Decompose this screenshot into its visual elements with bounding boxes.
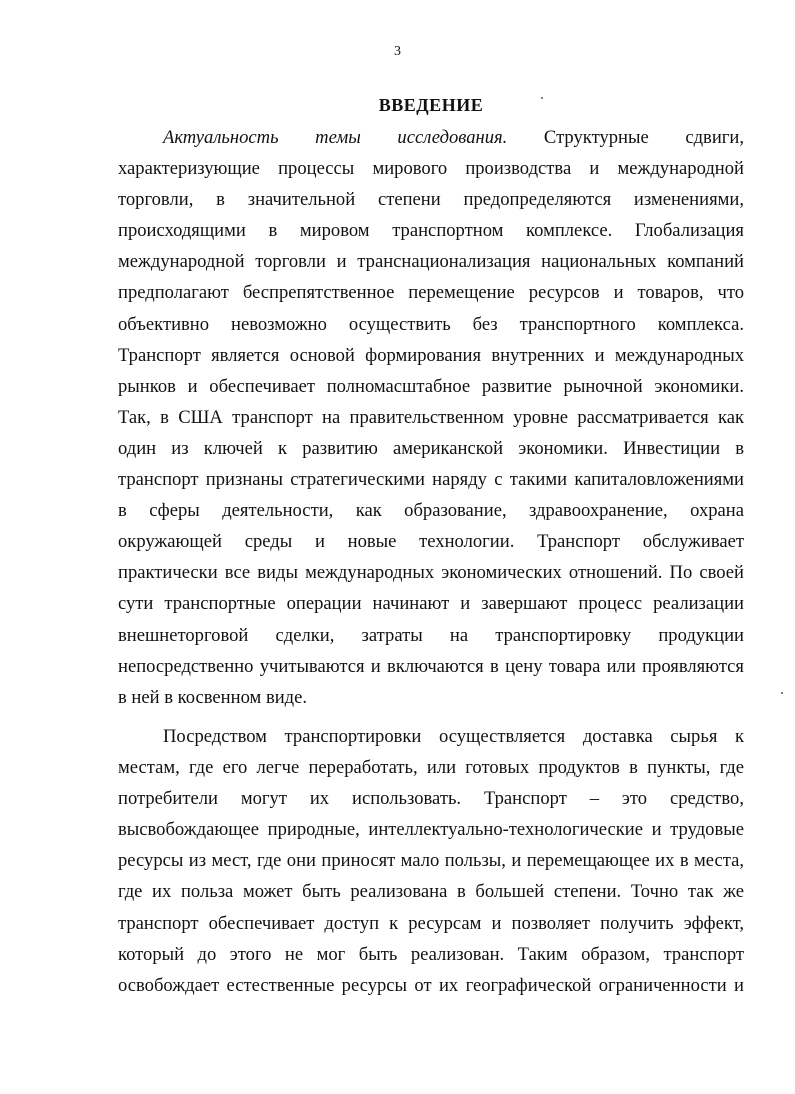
text-line: где их польза может быть реализована в большей степени. Точно так же (118, 881, 744, 903)
text-line: высвобождающее природные, интеллектуально-технологические и трудовые (118, 819, 744, 841)
text-line: Транспорт является основой формирования внутренних и международных (118, 344, 744, 366)
text-line: международной торговли и транснационализация национальных компаний (118, 251, 744, 273)
text-line: окружающей среды и новые технологии. Транспорт обслуживает (118, 531, 744, 553)
text-line: в сферы деятельности, как образование, здравоохранение, охрана (118, 500, 744, 522)
text-line: сути транспортные операции начинают и завершают процесс реализации (118, 593, 744, 615)
paragraph-1 (118, 122, 744, 713)
text-line: предполагают беспрепятственное перемещение ресурсов и товаров, что (118, 282, 744, 304)
italic-lead: Актуальность темы исследования. (163, 127, 508, 148)
text-line: Так, в США транспорт на правительственном уровне рассматривается как (118, 406, 744, 428)
text-line: освобождает естественные ресурсы от их географической ограниченности и (118, 974, 744, 996)
page-number: 3 (394, 44, 401, 59)
text-line: в ней в косвенном виде. (118, 686, 308, 708)
text-line: Посредством транспортировки осуществляется доставка сырья к (163, 726, 744, 747)
text-line: характеризующие процессы мирового производства и международной (118, 158, 744, 180)
text-line: ресурсы из мест, где они приносят мало пользы, и перемещающее их в места, (118, 850, 744, 872)
scan-speck (541, 97, 543, 99)
text-line: происходящими в мировом транспортном комплексе. Глобализация (118, 220, 744, 242)
section-heading: ВВЕДЕНИЕ (378, 95, 484, 115)
text-line: один из ключей к развитию американской экономики. Инвестиции в (118, 437, 744, 459)
text-line: Структурные сдвиги, (543, 127, 744, 148)
text-line: объективно невозможно осуществить без транспортного комплекса. (118, 313, 744, 335)
text-line: транспорт обеспечивает доступ к ресурсам и позволяет получить эффект, (118, 912, 744, 934)
text-line: который до этого не мог быть реализован. Таким образом, транспорт (118, 943, 744, 965)
text-line: потребители могут их использовать. Транспорт – это средство, (118, 788, 744, 810)
text-line: непосредственно учитываются и включаются в цену товара или проявляются (118, 655, 744, 677)
text-line: торговли, в значительной степени предопределяются изменениями, (118, 189, 744, 211)
text-line: практически все виды международных экономических отношений. По своей (118, 562, 744, 584)
text-line: внешнеторговой сделки, затраты на транспортировку продукции (118, 624, 744, 646)
text-line: рынков и обеспечивает полномасштабное развитие рыночной экономики. (118, 375, 744, 397)
scan-speck (781, 692, 783, 694)
paragraph-2 (118, 721, 744, 1001)
text-line: транспорт признаны стратегическими наряду с такими капиталовложениями (118, 469, 744, 491)
text-line: местам, где его легче переработать, или готовых продуктов в пункты, где (118, 757, 744, 779)
paragraph-1-line-1 (118, 122, 744, 153)
